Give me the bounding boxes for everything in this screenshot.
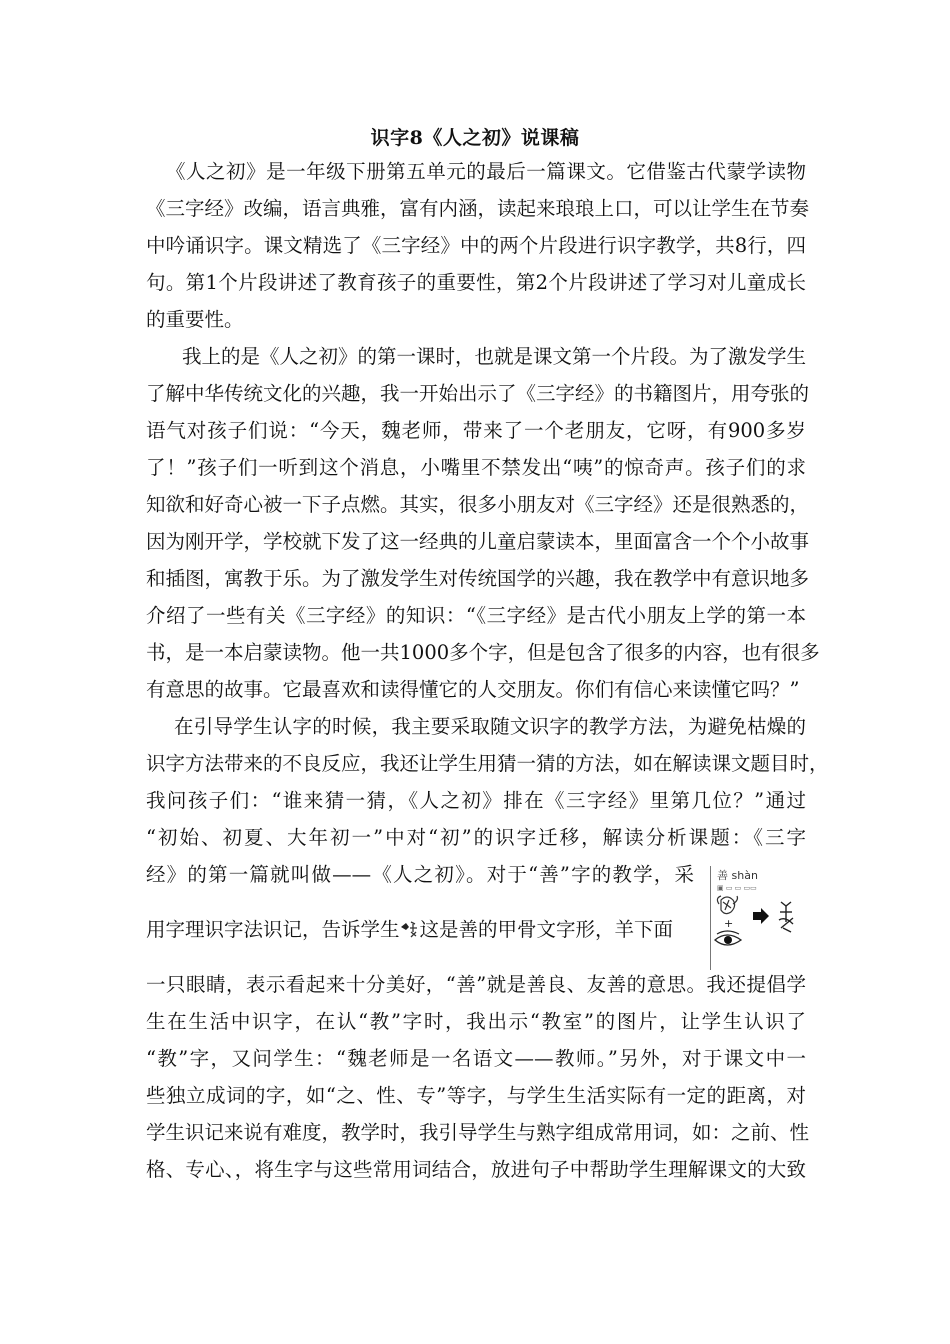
text-line: 语气对孩子们说：“今天，魏老师，带来了一个老朋友，它呀，有900多岁: [146, 419, 806, 442]
plus-icon: +: [724, 917, 734, 930]
ram-eye-diagram: [711, 892, 805, 970]
text-line: 《三字经》改编，语言典雅，富有内涵，读起来琅琅上口，可以让学生在节奏: [146, 197, 810, 220]
text-line: 了解中华传统文化的兴趣，我一开始出示了《三字经》的书籍图片，用夸张的: [146, 382, 810, 405]
text-line: “初始、初夏、大年初一”中对“初”的识字迁移，解读分析课题：《三字: [146, 826, 806, 849]
text-line: 我问孩子们：“谁来猜一猜，《人之初》排在《三字经》里第几位？”通过: [146, 789, 806, 812]
text-line: 些独立成词的字，如“之、性、专”等字，与学生生活实际有一定的距离，对: [146, 1084, 806, 1107]
text-line: 介绍了一些有关《三字经》的知识：“《三字经》是古代小朋友上学的第一本: [146, 604, 806, 627]
text-line: 一只眼睛，表示看起来十分美好，“善”就是善良、友善的意思。我还提倡学: [146, 973, 806, 996]
text-line: 生在生活中识字，在认“教”字时，我出示“教室”的图片，让学生认识了: [146, 1010, 806, 1033]
text-line: “教”字，又问学生：“魏老师是一名语文——教师。”另外，对于课文中一: [146, 1047, 806, 1070]
text-line: 在引导学生认字的时候，我主要采取随文识字的教学方法，为避免枯燥的: [174, 715, 806, 738]
ram-head-icon: [717, 896, 737, 914]
text-line: 句。第1个片段讲述了教育孩子的重要性，第2个片段讲述了学习对儿童成长: [146, 271, 806, 294]
text-line-with-glyph: [146, 912, 673, 948]
text-line: 因为刚开学，学校就下发了这一经典的儿童启蒙读本，里面富含一个个小故事: [146, 530, 810, 553]
eye-icon: [715, 931, 741, 945]
oracle-bone-shan-icon: [779, 902, 793, 932]
text-line: 了！”孩子们一听到这个消息，小嘴里不禁发出“咦”的惊奇声。孩子们的求: [146, 456, 806, 479]
document-title: 识字8《人之初》说课稿: [370, 127, 580, 149]
text-line: 和插图，寓教于乐。为了激发学生对传统国学的兴趣，我在教学中有意识地多: [146, 567, 810, 590]
text-line: 的重要性。: [146, 308, 244, 331]
text-line: 《人之初》是一年级下册第五单元的最后一篇课文。它借鉴古代蒙学读物: [166, 160, 806, 183]
text-line: 格、专心、，将生字与这些常用词结合，放进句子中帮助学生理解课文的大致: [146, 1158, 806, 1181]
figure-pinyin: 善 shàn: [717, 869, 758, 882]
text-line: 中吟诵识字。课文精选了《三字经》中的两个片段进行识字教学，共8行，四: [146, 234, 806, 257]
text-segment: 这是善的甲骨文字形，羊下面: [419, 918, 674, 941]
text-line: 识字方法带来的不良反应，我还让学生用猜一猜的方法，如在解读课文题目时，: [146, 752, 829, 775]
text-line: 经》的第一篇就叫做——《人之初》。对于“善”字的教学，采: [146, 863, 694, 886]
text-line: 有意思的故事。它最喜欢和读得懂它的人交朋友。你们有信心来读懂它吗？”: [146, 678, 800, 701]
text-line: 知欲和好奇心被一下子点燃。其实，很多小朋友对《三字经》还是很熟悉的，: [146, 493, 810, 516]
text-line: 学生识记来说有难度，教学时，我引导学生与熟字组成常用词，如：之前、性: [146, 1121, 810, 1144]
shan-character-illustration: [710, 866, 805, 970]
oracle-bone-shan-glyph: [400, 916, 420, 938]
text-segment: 用字理识字法识记，告诉学生: [146, 918, 400, 941]
text-line: 书，是一本启蒙读物。他一共1000多个字，但是包含了很多的内容，也有很多: [146, 641, 820, 664]
figure-caption-marks: ▣ ▭ ▭ ▭▭: [717, 884, 757, 892]
arrow-right-icon: [753, 908, 769, 924]
text-line: 我上的是《人之初》的第一课时，也就是课文第一个片段。为了激发学生: [182, 345, 807, 368]
